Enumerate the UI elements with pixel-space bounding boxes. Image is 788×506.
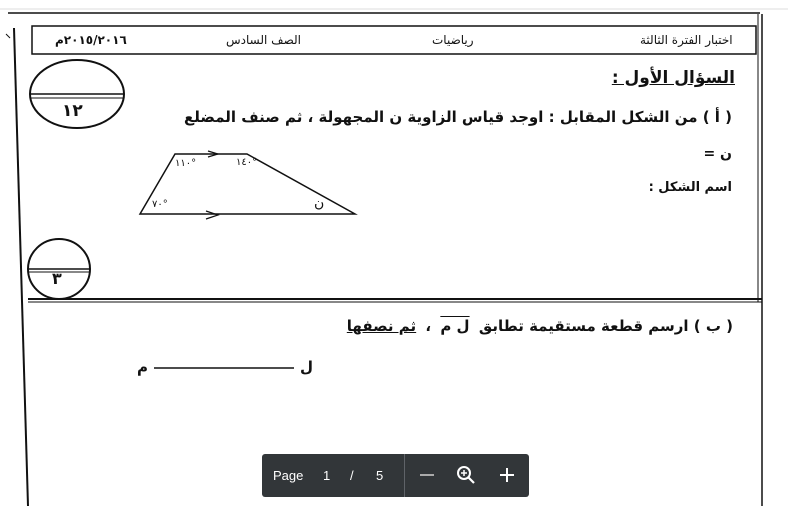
- plus-icon: [494, 462, 520, 488]
- score-oval-second: [26, 236, 92, 300]
- point-m-label: م: [137, 358, 148, 376]
- grade: الصف السادس: [226, 33, 301, 47]
- fit-zoom-button[interactable]: [453, 462, 479, 488]
- segment-name: ل م: [440, 317, 470, 335]
- point-l-label: ل: [300, 358, 314, 376]
- current-page-input[interactable]: 1: [323, 468, 331, 483]
- page-label: Page: [273, 468, 304, 483]
- question-1b-end: ثم نصفها: [346, 317, 417, 335]
- zoom-out-button[interactable]: [414, 462, 440, 488]
- question-1b-separator: ،: [425, 317, 432, 335]
- zoom-icon: [453, 462, 479, 488]
- score-second-total: ٣: [52, 269, 62, 288]
- zoom-in-button[interactable]: [494, 462, 520, 488]
- toolbar-divider: [404, 454, 405, 497]
- segment-lm: [154, 366, 294, 370]
- angle-label-top-left: ١١٠°: [175, 158, 197, 169]
- question-1a-text: ( أ ) من الشكل المقابل : اوجد قياس الزاوية ن المجهولة ، ثم صنف المضلع: [184, 108, 732, 126]
- question-1b-main: ( ب ) ارسم قطعة مستقيمة تطابق: [478, 317, 733, 335]
- minus-icon: [414, 462, 440, 488]
- question-1-title: السؤال الأول :: [611, 68, 735, 88]
- angle-label-unknown: ن: [314, 195, 325, 211]
- question-1b-text: [347, 317, 733, 335]
- shape-name-label: اسم الشكل :: [648, 180, 732, 195]
- page-separator: /: [350, 468, 354, 483]
- unknown-angle-label: ن =: [703, 146, 732, 162]
- school-year: ٢٠١٥/٢٠١٦م: [55, 33, 127, 47]
- angle-label-bottom-left: ٧٠°: [152, 199, 168, 210]
- angle-label-top-right: ١٤٠°: [236, 157, 258, 168]
- exam-title: اختبار الفترة الثالثة: [640, 33, 733, 47]
- pdf-viewer-toolbar: [262, 454, 529, 497]
- score-first-total: ١٢: [62, 101, 83, 121]
- total-pages: 5: [376, 468, 384, 483]
- subject: رياضيات: [432, 33, 474, 47]
